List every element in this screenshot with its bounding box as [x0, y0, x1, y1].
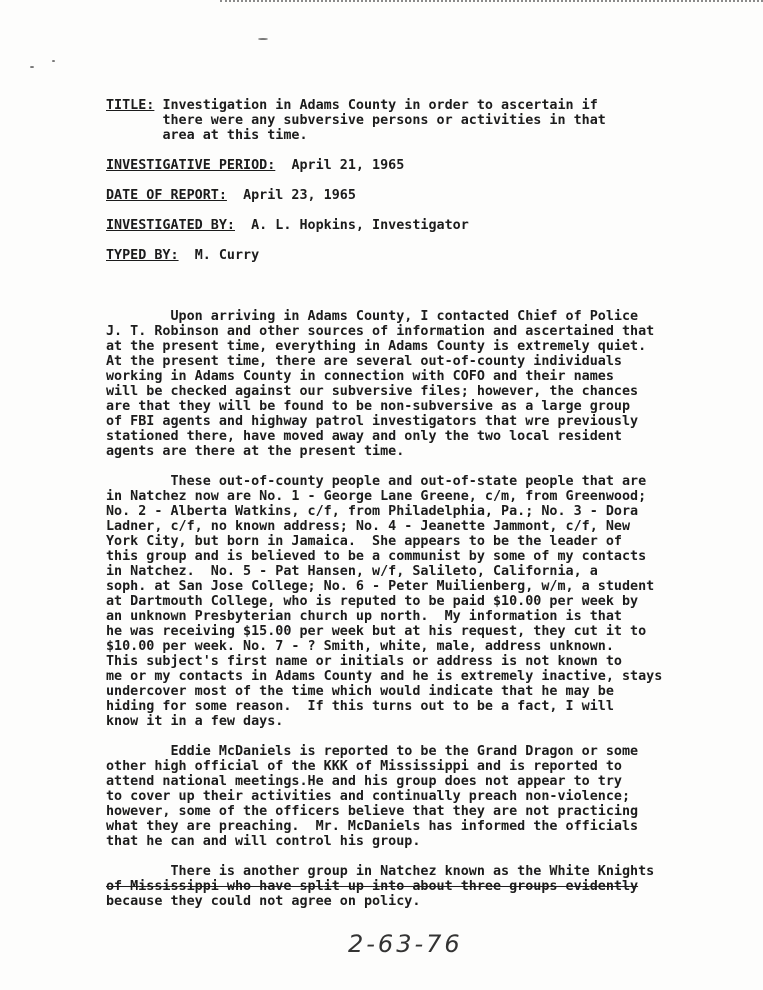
text-line: he was receiving $15.00 per week but at his request, they cut it to: [106, 624, 647, 639]
title-label: TITLE:: [106, 98, 155, 113]
date-of-report-row: [106, 188, 706, 203]
title-line: there were any subversive persons or activities in that: [162, 113, 606, 128]
text-line: undercover most of the time which would indicate that he may be: [106, 684, 614, 699]
text-line: in Natchez now are No. 1 - George Lane Greene, c/m, from Greenwood;: [106, 489, 647, 504]
typed-by-label: TYPED BY:: [106, 248, 179, 263]
text-line: of FBI agents and highway patrol investigators that wre previously: [106, 414, 639, 429]
investigated-by-label: INVESTIGATED BY:: [106, 218, 235, 233]
handwritten-file-number: 2-63-76: [348, 930, 463, 958]
scan-speck: [30, 66, 34, 68]
investigative-period-row: [106, 158, 706, 173]
scan-edge-line: [220, 0, 763, 4]
title-line: Investigation in Adams County in order to ascertain if: [162, 98, 598, 113]
report-title-block: [106, 98, 706, 143]
text-line: hiding for some reason. If this turns out to be a fact, I will: [106, 699, 614, 714]
text-line: agents are there at the present time.: [106, 444, 405, 459]
text-line: Upon arriving in Adams County, I contacted Chief of Police: [106, 309, 639, 324]
text-line: No. 2 - Alberta Watkins, c/f, from Philadelphia, Pa.; No. 3 - Dora: [106, 504, 639, 519]
text-line: are that they will be found to be non-subversive as a large group: [106, 399, 631, 414]
text-line: These out-of-county people and out-of-state people that are: [106, 474, 647, 489]
text-line: At the present time, there are several out-of-county individuals: [106, 354, 622, 369]
text-line-struck: of Mississippi who have split up into about three groups evidently: [106, 879, 639, 894]
scan-speck: [52, 60, 55, 62]
text-line: soph. at San Jose College; No. 6 - Peter Muilienberg, w/m, a student: [106, 579, 655, 594]
text-line: will be checked against our subversive files; however, the chances: [106, 384, 639, 399]
text-line: to cover up their activities and continually preach non-violence;: [106, 789, 631, 804]
text-line: because they could not agree on policy.: [106, 894, 421, 909]
text-line: Eddie McDaniels is reported to be the Grand Dragon or some: [106, 744, 639, 759]
date-of-report-value: April 23, 1965: [243, 188, 356, 203]
text-line: however, some of the officers believe that they are not practicing: [106, 804, 639, 819]
text-line: $10.00 per week. No. 7 - ? Smith, white, male, address unknown.: [106, 639, 614, 654]
text-line: This subject's first name or initials or address is not known to: [106, 654, 622, 669]
text-line: what they are preaching. Mr. McDaniels has informed the officials: [106, 819, 639, 834]
title-text: [162, 98, 605, 143]
paragraph-arrival: [106, 309, 746, 459]
investigative-period-value: April 21, 1965: [291, 158, 405, 173]
text-line: working in Adams County in connection with COFO and their names: [106, 369, 614, 384]
investigative-period-label: INVESTIGATIVE PERIOD:: [106, 158, 276, 173]
text-line: other high official of the KKK of Mississippi and is reported to: [106, 759, 622, 774]
text-line: an unknown Presbyterian church up north. My information is that: [106, 609, 622, 624]
text-line: in Natchez. No. 5 - Pat Hansen, w/f, Salileto, California, a: [106, 564, 598, 579]
title-line: area at this time.: [162, 128, 308, 143]
text-line: There is another group in Natchez known as the White Knights: [106, 864, 655, 879]
text-line: J. T. Robinson and other sources of information and ascertained that: [106, 324, 655, 339]
typed-by-value: M. Curry: [194, 248, 260, 263]
date-of-report-label: DATE OF REPORT:: [106, 188, 227, 203]
text-line: Ladner, c/f, no known address; No. 4 - Jeanette Jammont, c/f, New: [106, 519, 631, 534]
paragraph-out-of-county-people: [106, 474, 746, 729]
typed-by-row: [106, 248, 706, 263]
paragraph-white-knights: [106, 864, 746, 909]
text-line: this group and is believed to be a communist by some of my contacts: [106, 549, 647, 564]
text-line: York City, but born in Jamaica. She appears to be the leader of: [106, 534, 622, 549]
text-line: know it in a few days.: [106, 714, 284, 729]
text-line: that he can and will control his group.: [106, 834, 421, 849]
investigated-by-row: [106, 218, 706, 233]
text-line: attend national meetings.He and his group does not appear to try: [106, 774, 622, 789]
investigated-by-value: A. L. Hopkins, Investigator: [251, 218, 469, 233]
text-line: me or my contacts in Adams County and he is extremely inactive, stays: [106, 669, 663, 684]
text-line: at Dartmouth College, who is reputed to be paid $10.00 per week by: [106, 594, 639, 609]
text-line: stationed there, have moved away and only the two local resident: [106, 429, 622, 444]
paragraph-mcdaniels: [106, 744, 746, 849]
text-line: at the present time, everything in Adams County is extremely quiet.: [106, 339, 647, 354]
scan-speck: [258, 38, 268, 40]
